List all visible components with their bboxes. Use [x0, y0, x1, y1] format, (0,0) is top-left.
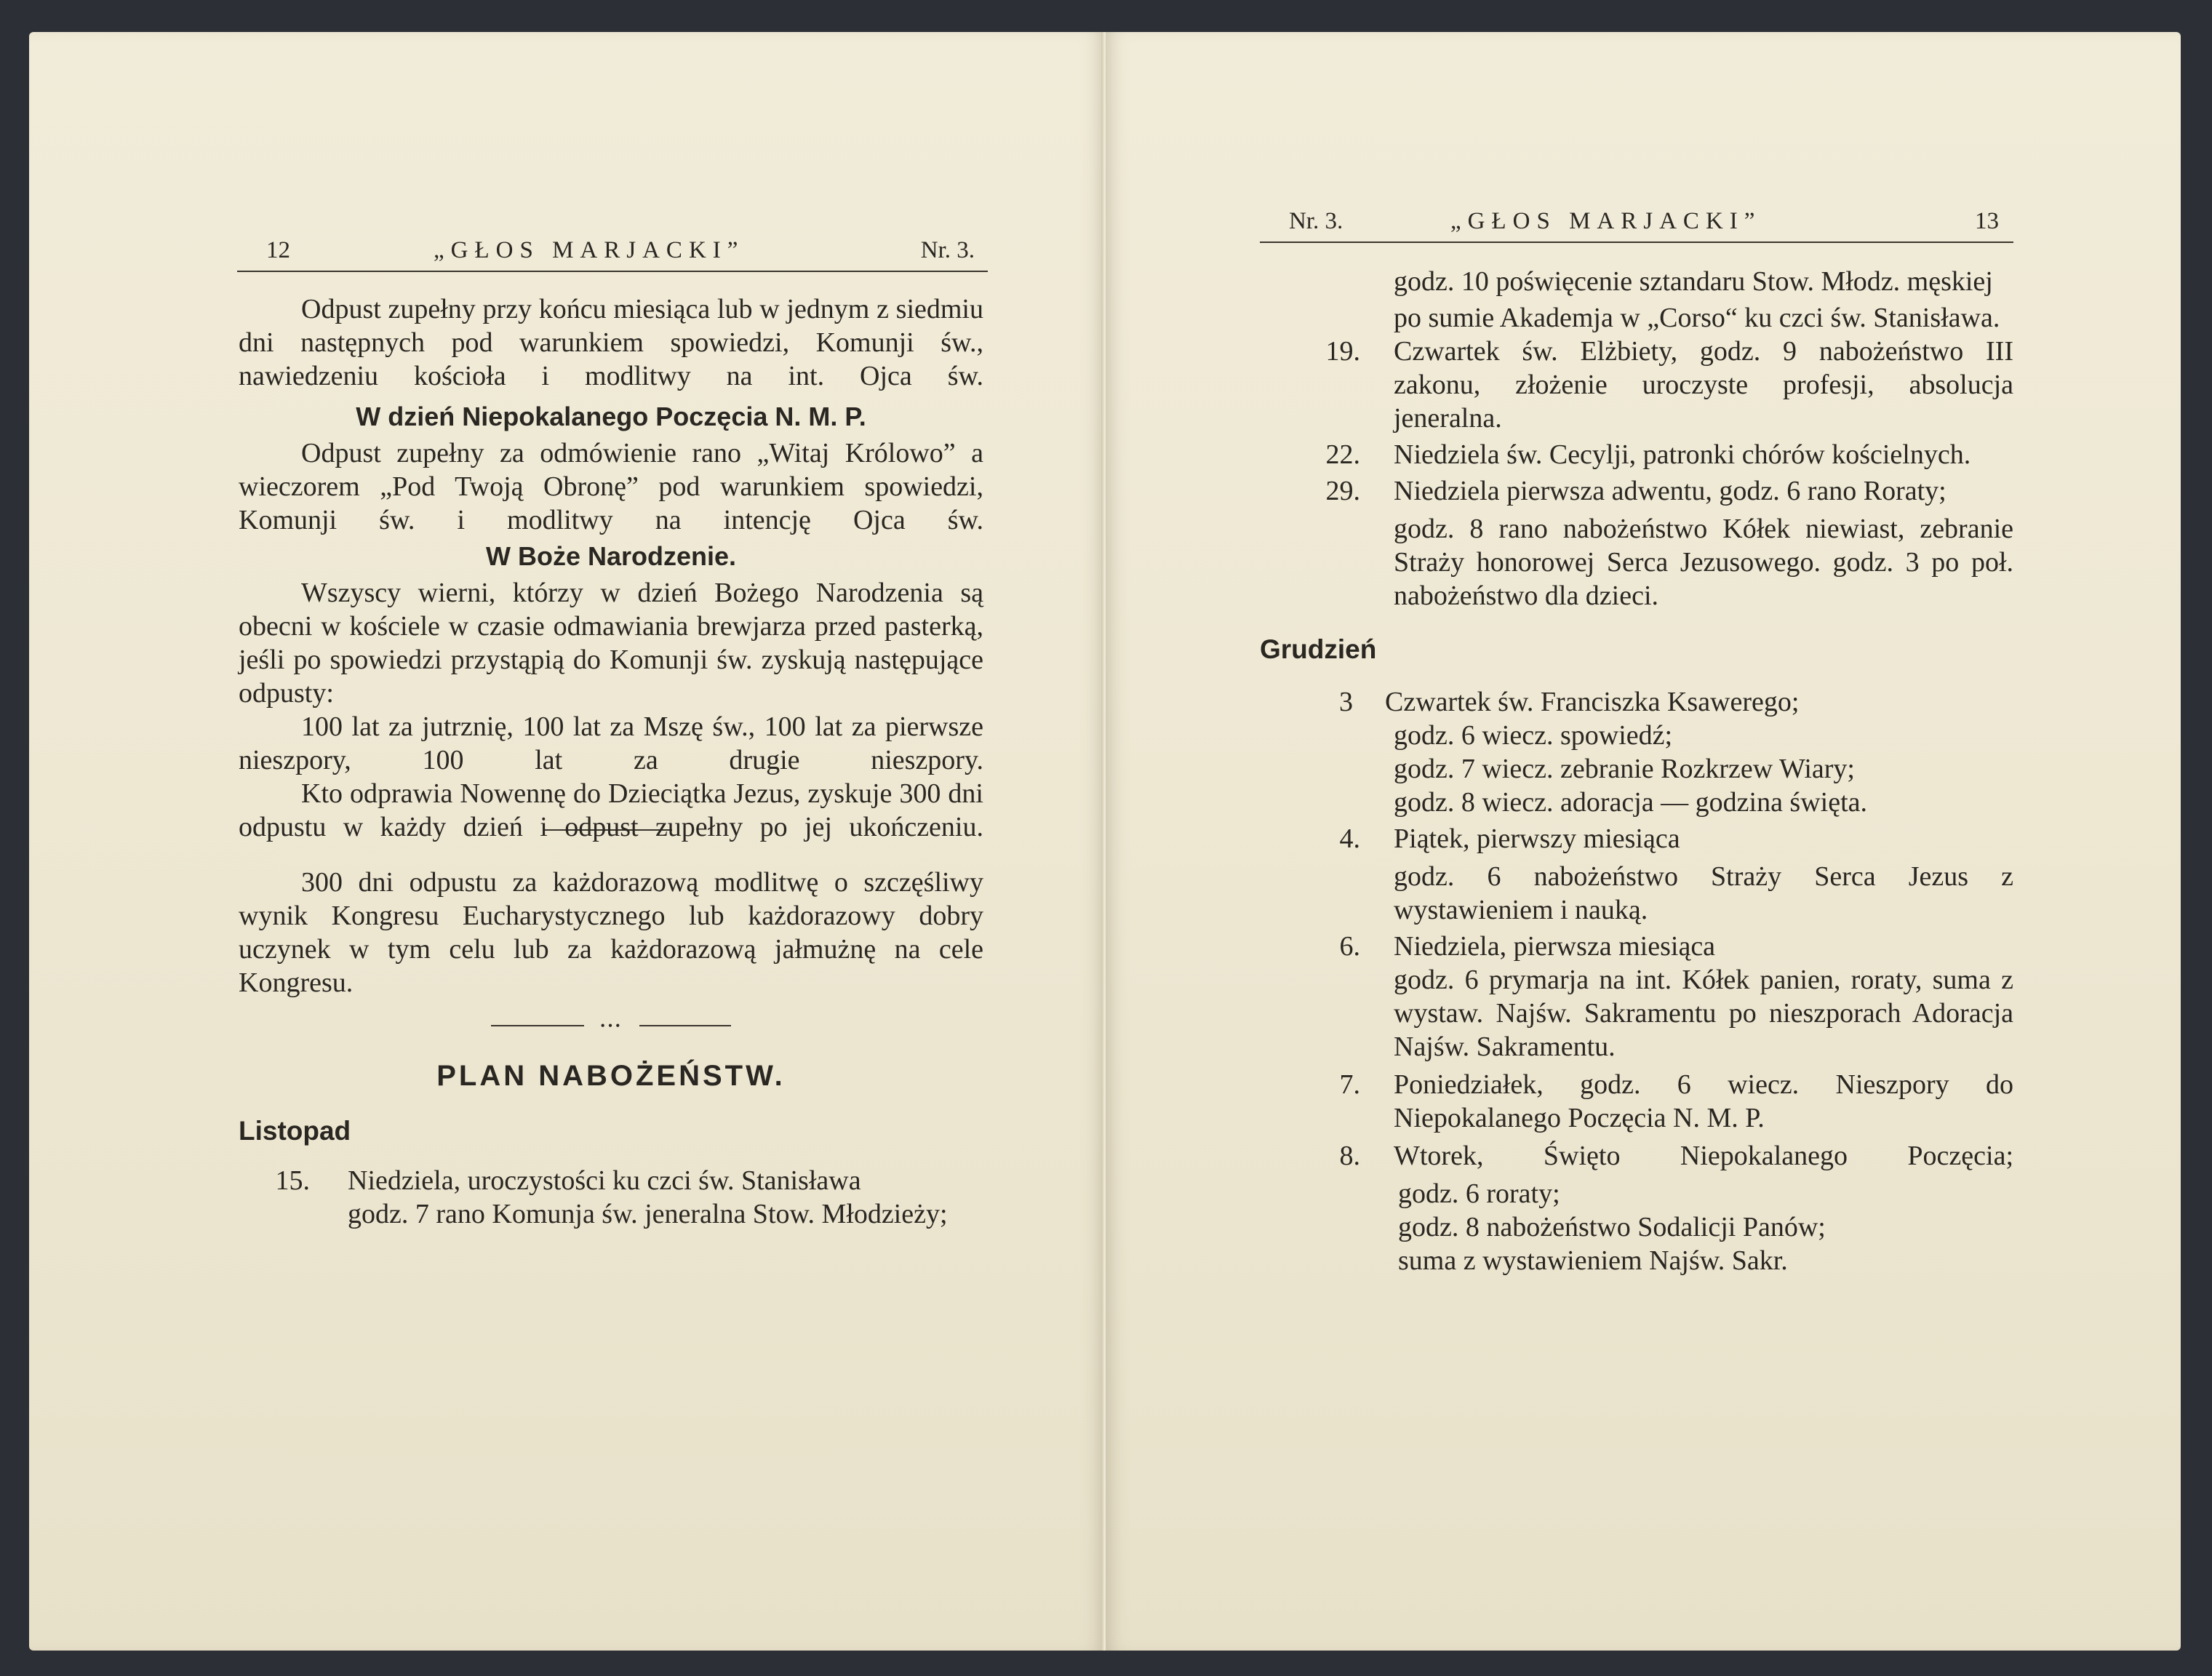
dec-8-line-1: godz. 6 roraty;	[1398, 1178, 1560, 1209]
dec-3-line-3: godz. 8 wiecz. adoracja — godzina święta.	[1394, 787, 1868, 818]
nov-29-detail: godz. 8 rano nabożeństwo Kółek niewiast, zebranie Straży honorowej Serca Jezusowego. godz. 3 po poł. nabożeństwo dla dzieci.	[1394, 514, 2013, 611]
entry-text: Niedziela pierwsza adwentu, godz. 6 rano Roraty;	[1394, 476, 1947, 506]
right-header-title: „GŁOS MARJACKI”	[1450, 208, 1762, 234]
entry-number: 8.	[1339, 1141, 1360, 1171]
right-page-header	[1260, 207, 2013, 236]
entry-title: Czwartek św. Franciszka Ksawerego;	[1385, 687, 1800, 717]
entry-text: Poniedziałek, godz. 6 wiecz. Nieszpory do Niepokalanego Poczęcia N. M. P.	[1394, 1069, 2013, 1133]
open-book	[29, 32, 2152, 1651]
paragraph-witaj-krolowo: Odpust zupełny za odmówienie rano „Witaj Królowo” a wieczorem „Pod Twoją Obronę” pod warunkiem spowiedzi, Komunji św. i modlitwy na intencję Ojca św.	[239, 438, 983, 535]
paragraph-indulgence-month: Odpust zupełny przy końcu miesiąca lub w jednym z siedmiu dni następnych pod warunkiem spowiedzi, Komunji św., nawiedzeniu kościoła i modlitwy na int. Ojca św.	[239, 294, 983, 391]
right-page-number: 13	[1975, 208, 1999, 234]
dec-4-detail: godz. 6 nabożeństwo Straży Serca Jezus z wystawieniem i nauką.	[1394, 861, 2013, 925]
entry-title: Wtorek, Święto Niepokalanego Poczęcia;	[1394, 1141, 2013, 1171]
entry-dec-7	[1260, 1068, 2013, 1135]
dec-3-line-2: godz. 7 wiecz. zebranie Rozkrzew Wiary;	[1394, 754, 1855, 784]
entry-number: 3	[1339, 687, 1353, 717]
entry-nov-19	[1260, 335, 2013, 435]
entry-number: 7.	[1339, 1069, 1360, 1100]
right-page	[1106, 32, 2181, 1651]
plan-title: PLAN NABOŻEŃSTW.	[436, 1060, 786, 1092]
entry-title: Niedziela, pierwsza miesiąca	[1394, 931, 1716, 962]
right-header-issue: Nr. 3.	[1289, 208, 1343, 234]
right-header-rule	[1260, 242, 2013, 243]
entry-number: 6.	[1339, 931, 1360, 962]
entry-dec-3	[1260, 685, 2013, 719]
nov-15-continued-1: godz. 10 poświęcenie sztandaru Stow. Młodz. męskiej	[1394, 266, 1993, 297]
left-text-column	[239, 292, 983, 1231]
entry-number: 22.	[1325, 439, 1360, 470]
entry-dec-4	[1260, 822, 2013, 855]
entry-number: 15.	[275, 1165, 310, 1196]
entry-text: Czwartek św. Elżbiety, godz. 9 nabożeństwo III zakonu, złożenie uroczyste profesji, absolucja jeneralna.	[1394, 336, 2013, 434]
dec-8-line-3: suma z wystawieniem Najśw. Sakr.	[1398, 1245, 1788, 1276]
paragraph-novena: Kto odprawia Nowennę do Dzieciątka Jezus, zyskuje 300 dni odpustu w każdy dzień i odpust zupełny po jej ukończeniu.	[239, 778, 983, 842]
entry-number: 19.	[1325, 336, 1360, 367]
left-header-rule	[237, 271, 988, 272]
entry-nov-15	[239, 1164, 983, 1197]
dec-8-line-2: godz. 8 nabożeństwo Sodalicji Panów;	[1398, 1212, 1826, 1242]
entry-title: Piątek, pierwszy miesiąca	[1394, 823, 1680, 854]
dec-3-line-1: godz. 6 wiecz. spowiedź;	[1394, 720, 1673, 751]
entry-number: 4.	[1339, 823, 1360, 854]
right-text-column	[1260, 265, 2013, 1277]
entry-detail: godz. 7 rano Komunja św. jeneralna Stow. Młodzieży;	[348, 1199, 948, 1229]
left-header-issue: Nr. 3.	[920, 237, 975, 263]
month-grudzien: Grudzień	[1260, 634, 1377, 664]
ornamental-divider: •••	[491, 1018, 731, 1033]
entry-dec-6	[1260, 930, 2013, 963]
left-page-header	[237, 236, 988, 265]
left-header-title: „GŁOS MARJACKI”	[434, 237, 745, 263]
entry-number: 29.	[1325, 476, 1360, 506]
paragraph-eucharistic-congress: 300 dni odpustu za każdorazową modlitwę o szczęśliwy wynik Kongresu Eucharystycznego lub każdorazowy dobry uczynek w tym celu lub za każdorazową jałmużnę na cele Kongresu.	[239, 867, 983, 998]
paragraph-christmas-indulgences: Wszyscy wierni, którzy w dzień Bożego Narodzenia są obecni w kościele w czasie odmawiania brewjarza przed pasterką, jeśli po spowiedzi przystąpią do Komunji św. zyskują następujące odpusty:	[239, 578, 983, 709]
paragraph-hundred-years: 100 lat za jutrznię, 100 lat za Mszę św., 100 lat za pierwsze nieszpory, 100 lat za drugie nieszpory.	[239, 711, 983, 775]
entry-nov-22	[1260, 438, 2013, 471]
heading-immaculate-conception: W dzień Niepokalanego Poczęcia N. M. P.	[356, 402, 866, 431]
month-listopad: Listopad	[239, 1116, 351, 1146]
nov-15-continued-2: po sumie Akademja w „Corso“ ku czci św. Stanisława.	[1394, 303, 2000, 333]
heading-christmas: W Boże Narodzenie.	[485, 541, 737, 571]
left-page-number: 12	[266, 237, 290, 263]
entry-text: Niedziela św. Cecylji, patronki chórów kościelnych.	[1394, 439, 1971, 470]
entry-dec-8	[1260, 1139, 2013, 1173]
left-page	[29, 32, 1104, 1651]
entry-nov-29	[1260, 474, 2013, 508]
entry-text: Niedziela, uroczystości ku czci św. Stanisława	[348, 1165, 861, 1196]
dec-6-detail: godz. 6 prymarja na int. Kółek panien, roraty, suma z wystaw. Najśw. Sakramentu po nieszporach Adoracja Najśw. Sakramentu.	[1394, 965, 2013, 1062]
